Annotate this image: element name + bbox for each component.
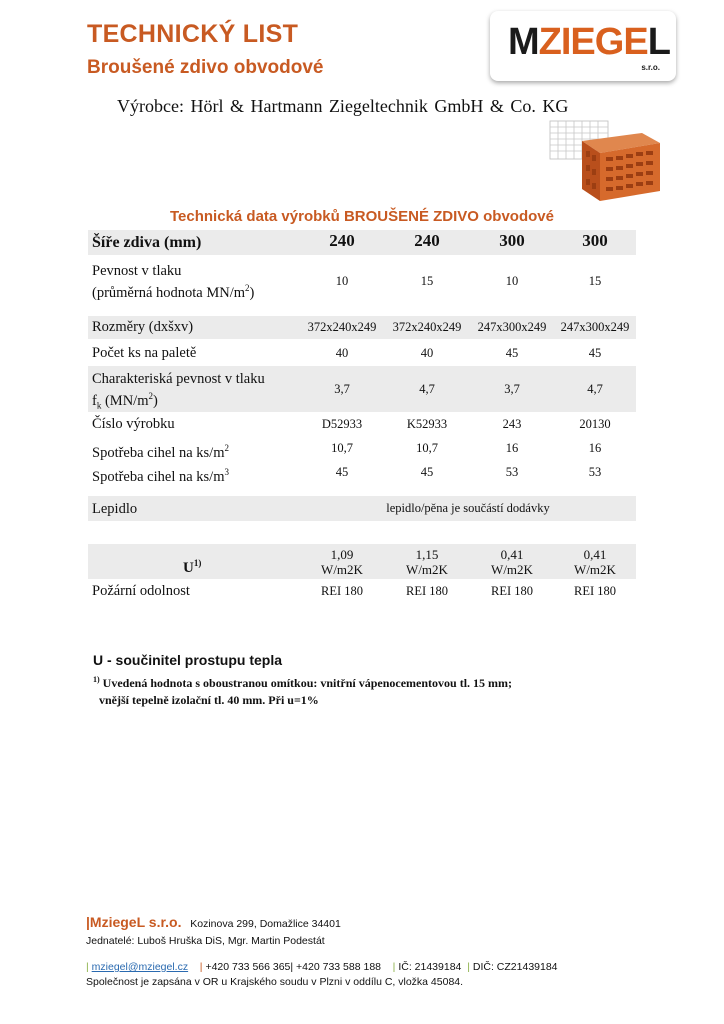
fire-label: Požární odolnost (92, 583, 190, 599)
u-value-cell: 0,41 W/m2K (491, 547, 533, 577)
table-title: Technická data výrobků BROUŠENÉ ZDIVO obvodové (170, 208, 554, 225)
footer-brand-line: |MziegeL s.r.o. Kozinova 299, Domažlice 34401 (86, 914, 341, 930)
usage-m2-value: 16 (505, 441, 519, 455)
u-value-cell: 1,09 W/m2K (321, 547, 363, 577)
footer-directors: Jednatelé: Luboš Hruška DiS, Mgr. Martin Podestát (86, 935, 325, 947)
strength-value: 10 (335, 274, 349, 288)
pallet-value: 40 (420, 346, 434, 360)
usage-m3-value: 45 (335, 465, 349, 479)
footer-brand: MziegeL s.r.o. (89, 914, 182, 930)
pallet-value: 45 (505, 346, 519, 360)
table-row-char-strength (88, 366, 636, 412)
table-row-fire (88, 580, 636, 603)
product-no-value: 243 (502, 417, 522, 431)
document-title: TECHNICKÝ LIST (87, 20, 299, 48)
usage-m2-value: 10,7 (331, 441, 353, 455)
table-row-dimensions (88, 316, 636, 339)
footer-dic: DIČ: CZ21439184 (472, 961, 558, 973)
dimensions-value: 372x240x249 (307, 320, 377, 334)
table-header-row (88, 230, 636, 255)
company-logo (490, 11, 676, 81)
logo-subtext: s.r.o. (641, 63, 660, 72)
strength-value: 15 (588, 274, 602, 288)
footer-address: Kozinova 299, Domažlice 34401 (190, 918, 341, 930)
footer-contacts: | mziegel@mziegel.cz | +420 733 566 365| +420 733 588 188 | IČ: 21439184 | DIČ: CZ21439184 (86, 961, 558, 973)
width-value: 300 (499, 231, 525, 250)
usage-m2-label: Spotřeba cihel na $ks/m^2$ (92, 443, 229, 461)
document-subtitle: Broušené zdivo obvodové (87, 57, 324, 78)
table-row-usage-m2 (88, 437, 636, 460)
u-value-cell: 0,41 W/m2K (574, 547, 616, 577)
dimensions-value: 247x300x249 (560, 320, 630, 334)
note-text: $^{1)}$ Uvedená hodnota s oboustranou omítkou: vnitřní vápenocementovou tl. 15 mm; vnější tepelně izolační tl. 40 mm. Při u=1% (93, 675, 513, 707)
pallet-value: 40 (335, 346, 349, 360)
footer-email-link[interactable]: mziegel@mziegel.cz (91, 961, 189, 973)
strength-value: 15 (420, 274, 434, 288)
strength-label: Pevnost v tlaku (průměrná hodnota $MN/m^2$) (92, 263, 255, 301)
dimensions-label: Rozměry (dxšxv) (92, 319, 194, 335)
pallet-label: Počet ks na paletě (92, 345, 197, 361)
usage-m3-value: 45 (420, 465, 434, 479)
char-strength-label: Charakteriská pevnost v tlaku $f_k$ $(MN/m^2)$ (92, 371, 265, 411)
strength-value: 10 (505, 274, 519, 288)
u-value-label: $U^{1)}$ (183, 558, 202, 576)
fire-value: REI 180 (490, 584, 533, 598)
dimensions-value: 372x240x249 (392, 320, 462, 334)
u-value-cell: 1,15 W/m2K (406, 547, 448, 577)
dimensions-value: 247x300x249 (477, 320, 547, 334)
wall-width-label: Šíře zdiva (mm) (92, 234, 202, 251)
manufacturer-line: Výrobce: Hörl & Hartmann Ziegeltechnik GmbH & Co. KG (117, 96, 569, 116)
usage-m3-label: Spotřeba cihel na $ks/m^3$ (92, 467, 229, 485)
table-row-usage-m3 (88, 461, 636, 484)
table-row-strength (88, 258, 636, 304)
width-value: 240 (329, 231, 355, 250)
adhesive-label: Lepidlo (92, 501, 138, 517)
table-row-product-no (88, 413, 636, 436)
usage-m3-value: 53 (588, 465, 602, 479)
fire-value: REI 180 (573, 584, 616, 598)
char-strength-value: 4,7 (419, 382, 435, 396)
logo-wordmark: MZIEGEL (508, 21, 670, 63)
product-no-label: Číslo výrobku (92, 416, 175, 432)
pallet-value: 45 (588, 346, 602, 360)
fire-value: REI 180 (405, 584, 448, 598)
product-no-value: 20130 (579, 417, 611, 431)
adhesive-value: lepidlo/pěna je součástí dodávky (386, 501, 550, 515)
char-strength-value: 4,7 (587, 382, 603, 396)
char-strength-value: 3,7 (504, 382, 520, 396)
brick-image (546, 115, 664, 205)
product-no-value: K52933 (406, 417, 448, 431)
table-row-u-value (88, 544, 636, 579)
width-value: 300 (582, 231, 608, 250)
usage-m2-value: 10,7 (416, 441, 438, 455)
table-row-pallet (88, 341, 636, 365)
footer-registry: Společnost je zapsána v OR u Krajského soudu v Plzni v oddílu C, vložka 45084. (86, 976, 464, 988)
fire-value: REI 180 (320, 584, 363, 598)
char-strength-value: 3,7 (334, 382, 350, 396)
width-value: 240 (414, 231, 440, 250)
note-title: U - součinitel prostupu tepla (93, 652, 283, 668)
table-row-adhesive (88, 496, 636, 521)
usage-m2-value: 16 (588, 441, 602, 455)
footer-phones: +420 733 566 365| +420 733 588 188 (205, 961, 381, 973)
product-no-value: D52933 (321, 417, 363, 431)
usage-m3-value: 53 (505, 465, 519, 479)
footer-ico: IČ: 21439184 (398, 961, 462, 973)
